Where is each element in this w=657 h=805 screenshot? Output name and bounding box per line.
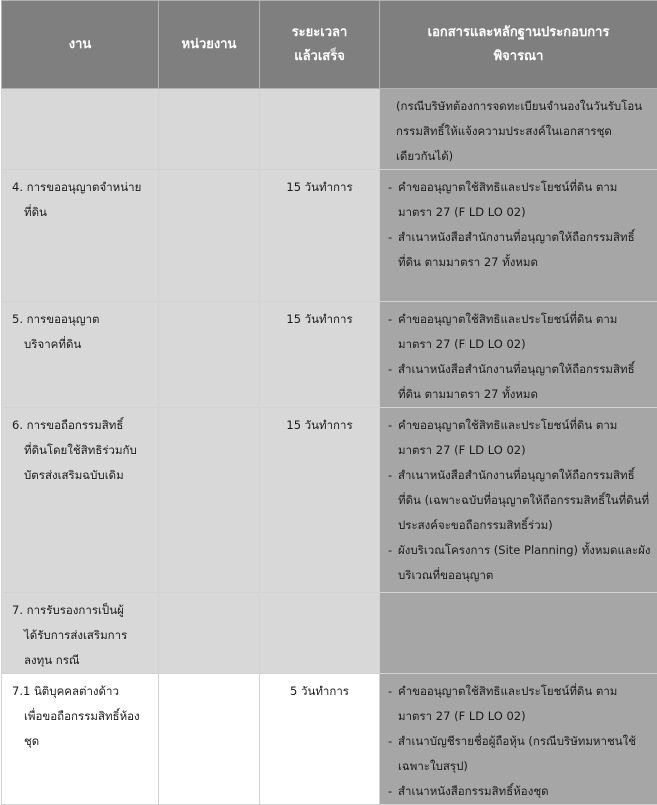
document-item: - คำขออนุญาตใช้สิทธิและประโยชน์ที่ดิน ตามมาตรา 27 (F LD LO 02) xyxy=(386,175,651,225)
duration-cell xyxy=(260,89,380,170)
task-title-continued: ที่ดินโดยใช้สิทธิร่วมกับบัตรส่งเสริมฉบับเดิม xyxy=(12,438,154,488)
duration-cell xyxy=(260,593,380,674)
documents-cell xyxy=(380,408,657,593)
task-title-continued: เพื่อขอถือกรรมสิทธิ์ห้องชุด xyxy=(12,704,154,754)
table-row xyxy=(2,674,657,805)
table-header-row xyxy=(2,1,657,89)
document-item: - สำเนาหนังสือกรรมสิทธิ์ห้องชุด xyxy=(386,779,651,804)
unit-cell xyxy=(159,593,260,674)
task-title-continued: ที่ดิน xyxy=(12,200,154,225)
document-item: - คำขออนุญาตใช้สิทธิและประโยชน์ที่ดิน ตามมาตรา 27 (F LD LO 02) xyxy=(386,413,651,463)
document-item: - คำขออนุญาตใช้สิทธิและประโยชน์ที่ดิน ตามมาตรา 27 (F LD LO 02) xyxy=(386,307,651,357)
unit-cell xyxy=(159,408,260,593)
document-item: - สำเนาหนังสือสำนักงานที่อนุญาตให้ถือกรรมสิทธิ์ที่ดิน ตามมาตรา 27 ทั้งหมด xyxy=(386,225,651,275)
document-item: - ผังบริเวณโครงการ (Site Planning) ทั้งหมดและผังบริเวณที่ขออนุญาต xyxy=(386,538,651,588)
documents-cell xyxy=(380,170,657,302)
task-cell xyxy=(2,408,159,593)
task-cell xyxy=(2,302,159,408)
document-item: - คำขออนุญาตใช้สิทธิและประโยชน์ที่ดิน ตามมาตรา 27 (F LD LO 02) xyxy=(386,679,651,729)
duration-cell: 15 วันทำการ xyxy=(260,170,380,302)
documents-cell xyxy=(380,674,657,805)
task-title: 5. การขออนุญาต xyxy=(12,307,154,332)
task-title: 4. การขออนุญาตจำหน่าย xyxy=(12,175,154,200)
task-title: 7.1 นิติบุคคลต่างด้าว xyxy=(12,679,154,704)
unit-cell xyxy=(159,170,260,302)
document-note: (กรณีบริษัทต้องการจดทะเบียนจำนองในวันรับโอนกรรมสิทธิ์ให้แจ้งความประสงค์ในเอกสารชุดเดียวกันได้) xyxy=(386,94,651,169)
table-row xyxy=(2,170,657,302)
task-cell xyxy=(2,674,159,805)
document-item: - สำเนาหนังสือสำนักงานที่อนุญาตให้ถือกรรมสิทธิ์ที่ดิน ตามมาตรา 27 ทั้งหมด xyxy=(386,357,651,407)
document-item: - สำเนาหนังสือสำนักงานที่อนุญาตให้ถือกรรมสิทธิ์ที่ดิน (เฉพาะฉบับที่อนุญาตให้ถือกรรมสิทธิ์ในที่ดินที่ประสงค์จะขอถือกรรมสิทธิ์ร่วม) xyxy=(386,463,651,538)
document-item: - สำเนาบัญชีรายชื่อผู้ถือหุ้น (กรณีบริษัทมหาชนใช้เฉพาะใบสรุป) xyxy=(386,729,651,779)
documents-cell xyxy=(380,89,657,170)
table-row xyxy=(2,593,657,674)
duration-cell: 15 วันทำการ xyxy=(260,408,380,593)
task-cell xyxy=(2,593,159,674)
documents-cell xyxy=(380,593,657,674)
task-title: 6. การขอถือกรรมสิทธิ์ xyxy=(12,413,154,438)
requirements-table xyxy=(1,0,657,805)
header-documents: เอกสารและหลักฐานประกอบการ พิจารณา xyxy=(380,1,657,89)
unit-cell xyxy=(159,89,260,170)
header-task: งาน xyxy=(2,1,159,89)
table-row xyxy=(2,89,657,170)
table-row xyxy=(2,408,657,593)
task-title-continued: บริจาคที่ดิน xyxy=(12,332,154,357)
task-title: 7. การรับรองการเป็นผู้ xyxy=(12,598,154,623)
documents-cell xyxy=(380,302,657,408)
duration-cell: 5 วันทำการ xyxy=(260,674,380,805)
task-cell xyxy=(2,89,159,170)
unit-cell xyxy=(159,674,260,805)
table-row xyxy=(2,302,657,408)
duration-cell: 15 วันทำการ xyxy=(260,302,380,408)
header-duration: ระยะเวลา แล้วเสร็จ xyxy=(260,1,380,89)
task-cell xyxy=(2,170,159,302)
header-unit: หน่วยงาน xyxy=(159,1,260,89)
task-title-continued: ได้รับการส่งเสริมการลงทุน กรณี xyxy=(12,623,154,673)
unit-cell xyxy=(159,302,260,408)
